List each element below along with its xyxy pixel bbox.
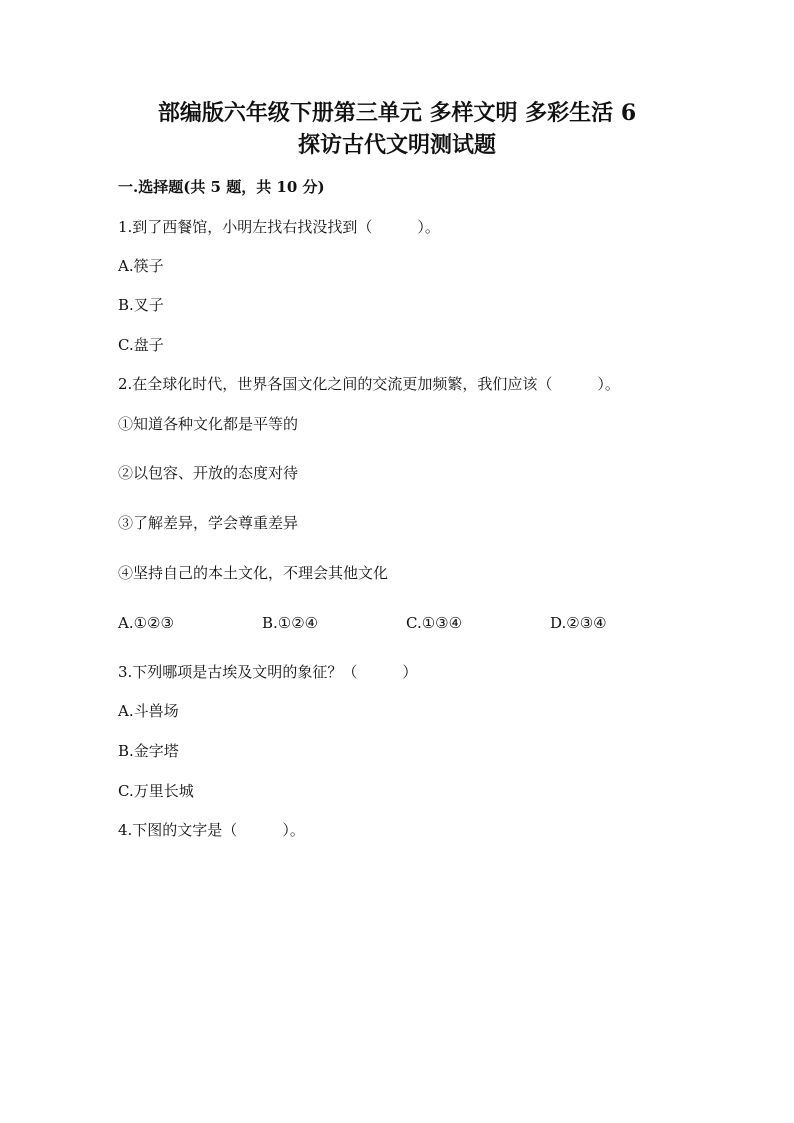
question-2-stem: 2.在全球化时代，世界各国文化之间的交流更加频繁，我们应该（ ）。 [118, 375, 620, 393]
question-3-option-c: C.万里长城 [118, 782, 194, 800]
question-2-option-a: A.①②③ [118, 614, 174, 632]
question-1-stem: 1.到了西餐馆，小明左找右找没找到（ ）。 [118, 218, 440, 236]
question-2-statement-3: ③了解差异，学会尊重差异 [118, 514, 299, 532]
question-3-option-a: A.斗兽场 [118, 702, 179, 720]
question-2-option-c: C.①③④ [406, 614, 463, 632]
question-3-option-b: B.金字塔 [118, 742, 179, 760]
question-2-statement-4: ④坚持自己的本土文化，不理会其他文化 [118, 564, 389, 582]
question-2-statement-2: ②以包容、开放的态度对待 [118, 464, 299, 482]
question-1-option-c: C.盘子 [118, 336, 164, 354]
page-title-line-1: 部编版六年级下册第三单元 多样文明 多彩生活 6 [157, 100, 637, 126]
section-heading: 一.选择题(共 5 题，共 10 分) [118, 178, 325, 196]
question-2-statement-1: ①知道各种文化都是平等的 [118, 415, 299, 433]
page-title-line-2: 探访古代文明测试题 [297, 132, 496, 158]
question-2-option-d: D.②③④ [550, 614, 607, 632]
question-2-option-b: B.①②④ [262, 614, 319, 632]
question-1-option-b: B.叉子 [118, 296, 164, 314]
question-3-stem: 3.下列哪项是古埃及文明的象征？（ ） [118, 663, 418, 681]
question-1-option-a: A.筷子 [118, 257, 164, 275]
question-4-stem: 4.下图的文字是（ ）。 [118, 821, 305, 839]
